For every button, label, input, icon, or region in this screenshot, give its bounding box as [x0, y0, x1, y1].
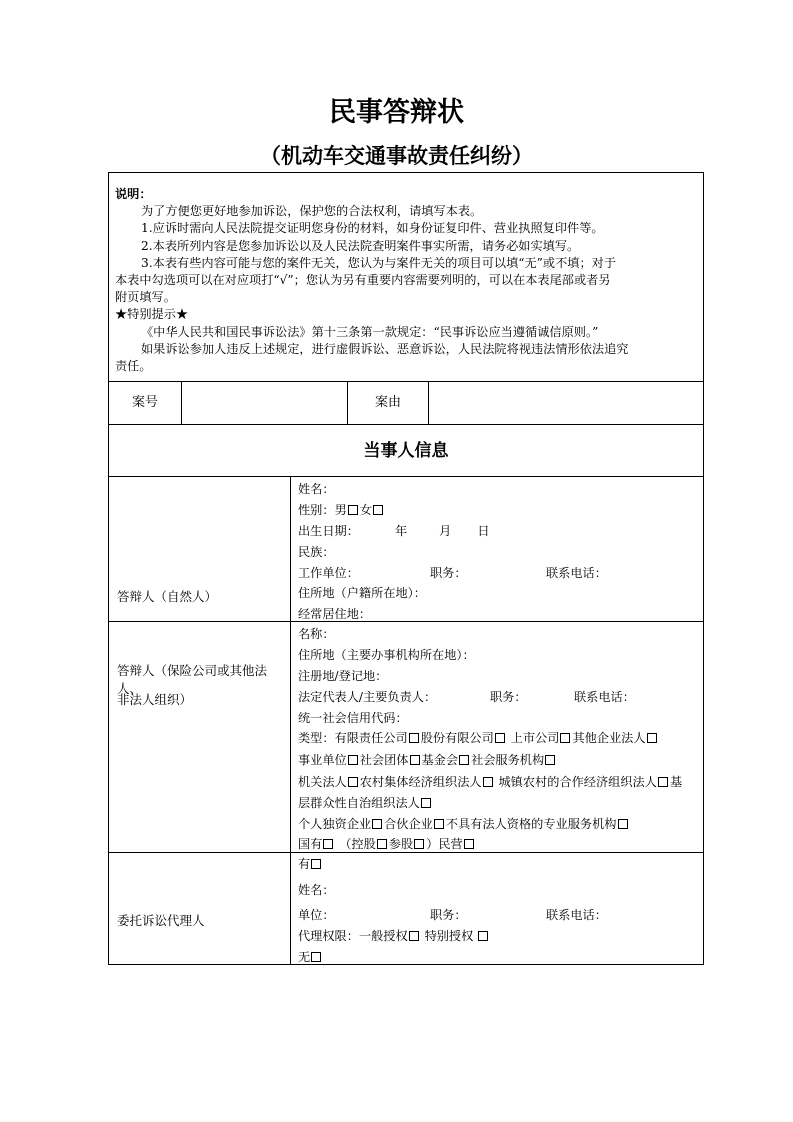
- case-cause-field[interactable]: [429, 382, 703, 424]
- type-checkbox[interactable]: [483, 777, 493, 787]
- ownership-line: 国有 （控股 参股 ）民营: [298, 835, 476, 852]
- position-field[interactable]: 职务：: [430, 566, 467, 580]
- phone-field[interactable]: 联系电话：: [546, 566, 607, 580]
- type-checkbox[interactable]: [647, 733, 657, 743]
- agent-yes-checkbox[interactable]: [311, 859, 321, 869]
- ownership-checkbox[interactable]: [414, 839, 424, 849]
- org-type-line-4: 层群众性自治组织法人: [298, 794, 433, 811]
- agent-phone-field[interactable]: 联系电话：: [546, 908, 607, 922]
- general-authority-checkbox[interactable]: [409, 931, 419, 941]
- habitual-residence-field[interactable]: 经常居住地：: [298, 607, 372, 621]
- agent-name-field[interactable]: 姓名：: [298, 883, 335, 897]
- residence-field[interactable]: 住所地（户籍所在地）：: [298, 586, 426, 600]
- case-info-row: [108, 381, 704, 424]
- org-name-field[interactable]: 名称：: [298, 627, 335, 641]
- case-number-field[interactable]: [182, 382, 347, 424]
- agent-unit-field[interactable]: 单位：: [298, 908, 335, 922]
- instruction-line: 1.应诉时需向人民法院提交证明您身份的材料，如身份证复印件、营业执照复印件等。: [141, 221, 604, 236]
- legal-person-label-line1: 答辩人（保险公司或其他法人、: [117, 663, 268, 696]
- rep-phone-field[interactable]: 联系电话：: [574, 690, 635, 704]
- type-checkbox[interactable]: [421, 798, 431, 808]
- type-checkbox[interactable]: [560, 733, 570, 743]
- instruction-line: 附页填写。: [115, 290, 176, 305]
- type-checkbox[interactable]: [434, 819, 444, 829]
- special-notice-heading: ★特别提示★: [115, 307, 189, 322]
- org-type-line-3: 机关法人 农村集体经济组织法人 城镇农村的合作经济组织法人 基: [298, 775, 683, 789]
- type-checkbox[interactable]: [658, 777, 668, 787]
- credit-code-field[interactable]: 统一社会信用代码：: [298, 711, 408, 725]
- agent-no-option[interactable]: 无: [298, 948, 323, 965]
- org-type-line-2: 事业单位 社会团体 基金会 社会服务机构: [298, 751, 557, 768]
- agent-section: [108, 852, 704, 965]
- ethnicity-field[interactable]: 民族：: [298, 545, 335, 559]
- ownership-checkbox[interactable]: [377, 839, 387, 849]
- legal-person-section: [108, 621, 704, 852]
- type-checkbox[interactable]: [618, 819, 628, 829]
- agent-position-field[interactable]: 职务：: [430, 908, 467, 922]
- gender-field[interactable]: 性别：男 女: [298, 501, 385, 518]
- natural-person-section: [108, 476, 704, 621]
- party-info-header: 当事人信息: [108, 424, 704, 476]
- instruction-line: 本表中勾选项可以在对应项打“√”；您认为另有重要内容需要列明的，可以在本表尾部或者另: [115, 273, 611, 288]
- agent-label: 委托诉讼代理人: [117, 913, 205, 928]
- domicile-field[interactable]: 住所地（主要办事机构所在地）：: [298, 648, 475, 662]
- work-unit-field[interactable]: 工作单位：: [298, 566, 359, 580]
- instructions-box: [108, 172, 704, 382]
- document-subtitle: （机动车交通事故责任纠纷）: [260, 144, 533, 168]
- special-notice-line: 《中华人民共和国民事诉讼法》第十三条第一款规定：“民事诉讼应当遵循诚信原则。”: [141, 324, 599, 339]
- type-checkbox[interactable]: [495, 733, 505, 743]
- agent-authority-line: 代理权限：一般授权 特别授权: [298, 927, 490, 944]
- representative-field[interactable]: 法定代表人/主要负责人：: [298, 690, 437, 704]
- case-number-label: 案号: [131, 395, 158, 410]
- male-checkbox[interactable]: [348, 505, 358, 515]
- agent-no-checkbox[interactable]: [311, 952, 321, 962]
- rep-position-field[interactable]: 职务：: [490, 690, 527, 704]
- type-checkbox[interactable]: [409, 733, 419, 743]
- instructions-heading: 说明：: [115, 187, 152, 201]
- female-checkbox[interactable]: [373, 505, 383, 515]
- ownership-checkbox[interactable]: [323, 839, 333, 849]
- registered-place-field[interactable]: 注册地/登记地：: [298, 669, 388, 683]
- instruction-line: 3.本表有些内容可能与您的案件无关，您认为与案件无关的项目可以填“无”或不填；对于: [141, 255, 617, 270]
- document-title: 民事答辩状: [329, 97, 464, 128]
- org-type-line-1: 类型：有限责任公司 股份有限公司 上市公司 其他企业法人: [298, 729, 659, 746]
- name-field[interactable]: 姓名：: [298, 482, 335, 496]
- type-checkbox[interactable]: [545, 755, 555, 765]
- ownership-checkbox[interactable]: [464, 839, 474, 849]
- instruction-line: 2.本表所列内容是您参加诉讼以及人民法院查明案件事实所需，请务必如实填写。: [141, 238, 580, 253]
- legal-person-label-line2: 非法人组织）: [117, 692, 193, 707]
- special-notice-line: 如果诉讼参加人违反上述规定，进行虚假诉讼、恶意诉讼，人民法院将视违法情形依法追究: [141, 341, 629, 356]
- type-checkbox[interactable]: [410, 755, 420, 765]
- instruction-line: 为了方便您更好地参加诉讼，保护您的合法权利，请填写本表。: [141, 204, 483, 219]
- agent-yes-option[interactable]: 有: [298, 855, 323, 872]
- type-checkbox[interactable]: [348, 755, 358, 765]
- org-type-line-5: 个人独资企业 合伙企业 不具有法人资格的专业服务机构: [298, 815, 630, 832]
- birth-date-field[interactable]: 出生日期： 年 月 日: [298, 524, 490, 538]
- case-cause-label: 案由: [374, 395, 401, 410]
- type-checkbox[interactable]: [459, 755, 469, 765]
- special-notice-line: 责任。: [115, 359, 152, 374]
- type-checkbox[interactable]: [348, 777, 358, 787]
- natural-person-label: 答辩人（自然人）: [117, 589, 218, 604]
- type-checkbox[interactable]: [372, 819, 382, 829]
- special-authority-checkbox[interactable]: [478, 931, 488, 941]
